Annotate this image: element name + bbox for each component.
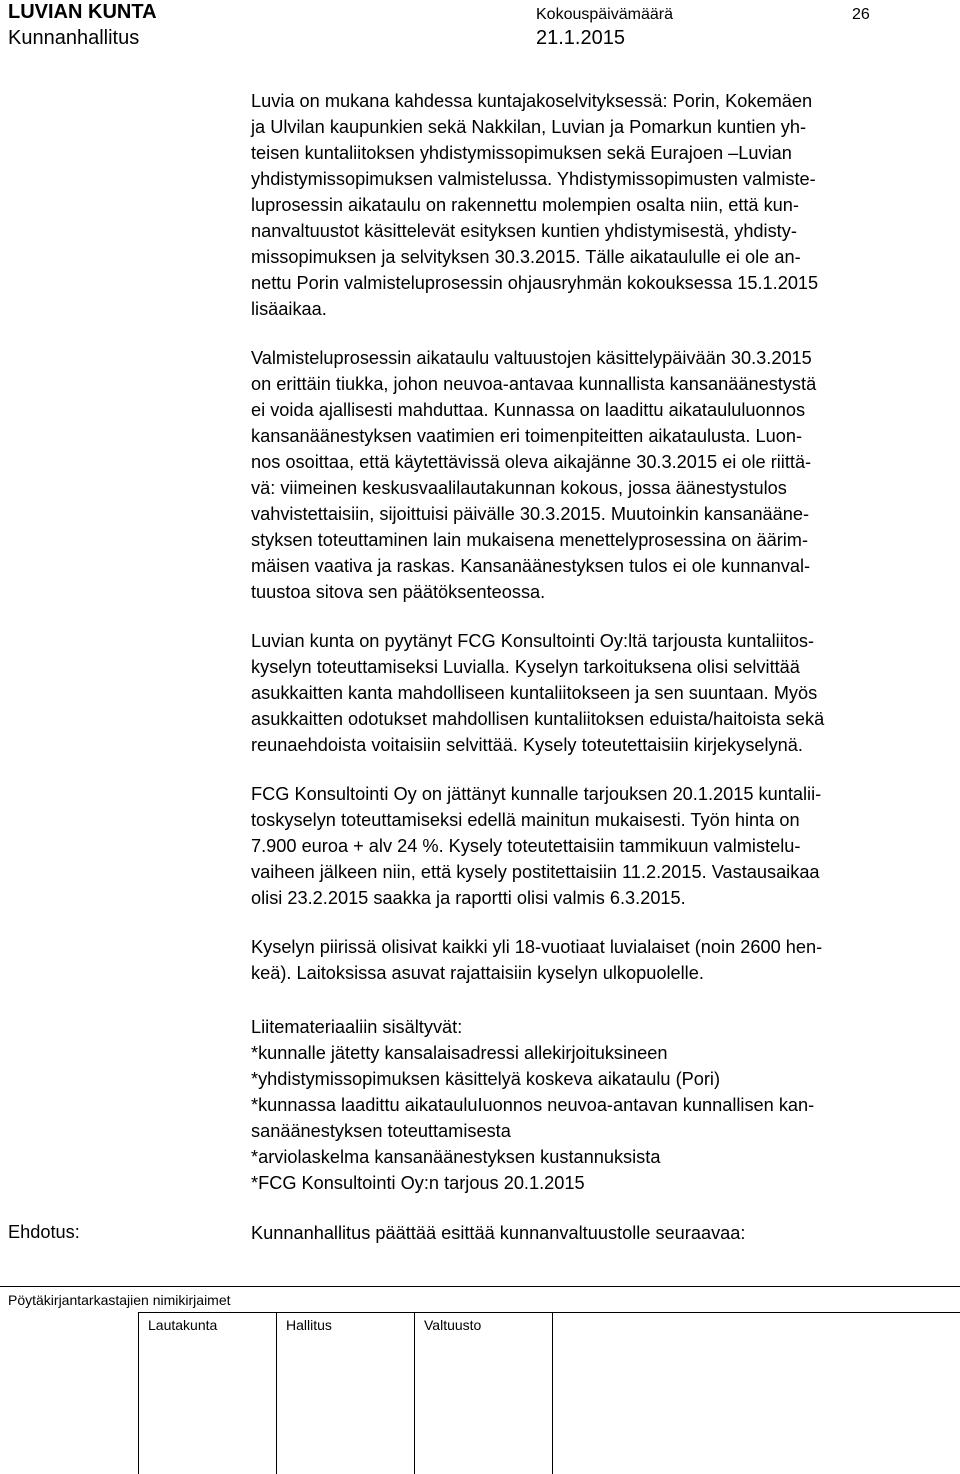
body-line: Valmisteluprosessin aikataulu valtuustojen käsittelypäivään 30.3.2015	[251, 348, 812, 368]
body-line: lisäaikaa.	[251, 299, 327, 319]
body-line: *kunnalle jätetty kansalaisadressi allekirjoituksineen	[251, 1043, 668, 1063]
board-name: Kunnanhallitus	[8, 27, 140, 49]
body-line: vahvistettaisiin, sijoittuisi päivälle 30.3.2015. Muutoinkin kansanääne-	[251, 504, 810, 524]
body-line: keä). Laitoksissa asuvat rajattaisiin kyselyn ulkopuolelle.	[251, 963, 704, 983]
body-line: nettu Porin valmisteluprosessin ohjausryhmän kokouksessa 15.1.2015	[251, 273, 819, 293]
body-line: kyselyn toteuttamiseksi Luvialla. Kyselyn tarkoituksena olisi selvittää	[251, 657, 800, 677]
body-line: Luvian kunta on pyytänyt FCG Konsultointi Oy:ltä tarjousta kuntaliitos-	[251, 631, 815, 651]
proposal-text: Kunnanhallitus päättää esittää kunnanvaltuustolle seuraavaa:	[251, 1223, 746, 1243]
body-line: sanäänestyksen toteuttamisesta	[251, 1121, 511, 1141]
meeting-date: 21.1.2015	[536, 27, 625, 49]
organization-name: LUVIAN KUNTA	[8, 1, 157, 23]
body-line: *yhdistymissopimuksen käsittelyä koskeva aikataulu (Pori)	[251, 1069, 721, 1089]
body-line: styksen toteuttaminen lain mukaisena menettelyprosessina on äärim-	[251, 530, 809, 550]
body-line: toskyselyn toteuttamiseksi edellä mainitun mukaisesti. Työn hinta on	[251, 810, 800, 830]
meeting-date-label: Kokouspäivämäärä	[536, 6, 673, 23]
footer-row-divider	[138, 1312, 960, 1313]
body-line: luprosessin aikataulu on rakennettu molempien osalta niin, että kun-	[251, 195, 799, 215]
footer-column-lautakunta: Lautakunta	[148, 1317, 218, 1333]
body-line: nanvaltuustot käsittelevät esityksen kuntien yhdistymisestä, yhdisty-	[251, 221, 797, 241]
body-line: Kyselyn piirissä olisivat kaikki yli 18-vuotiaat luvialaiset (noin 2600 hen-	[251, 937, 823, 957]
body-line: kansanäänestyksen vaatimien eri toimenpiteitten aikataulusta. Luon-	[251, 426, 803, 446]
body-line: Luvia on mukana kahdessa kuntajakoselvityksessä: Porin, Kokemäen	[251, 91, 813, 111]
body-line: *arviolaskelma kansanäänestyksen kustannuksista	[251, 1147, 661, 1167]
footer-cell-divider	[414, 1312, 415, 1474]
body-line: FCG Konsultointi Oy on jättänyt kunnalle tarjouksen 20.1.2015 kuntalii-	[251, 784, 822, 804]
body-line: nos osoittaa, että käytettävissä oleva aikajänne 30.3.2015 ei ole riittä-	[251, 452, 812, 472]
body-line: 7.900 euroa + alv 24 %. Kysely toteutettaisiin tammikuun valmistelu-	[251, 836, 801, 856]
body-line: yhdistymissopimuksen valmistelussa. Yhdistymissopimusten valmiste-	[251, 169, 816, 189]
body-line: asukkaitten odotukset mahdollisen kuntaliitoksen eduista/haitoista sekä	[251, 709, 825, 729]
proposal-label: Ehdotus:	[8, 1222, 80, 1242]
footer-divider	[0, 1286, 960, 1287]
body-line: asukkaitten kanta mahdolliseen kuntaliitokseen ja sen suuntaan. Myös	[251, 683, 818, 703]
body-line: ei voida ajallisesti mahduttaa. Kunnassa on laadittu aikataululuonnos	[251, 400, 806, 420]
body-line: reunaehdoista voitaisiin selvittää. Kysely toteutettaisiin kirjekyselynä.	[251, 735, 803, 755]
page-number: 26	[852, 6, 870, 23]
footer-cell-divider	[276, 1312, 277, 1474]
footer-column-valtuusto: Valtuusto	[424, 1317, 482, 1333]
body-line: olisi 23.2.2015 saakka ja raportti olisi valmis 6.3.2015.	[251, 888, 686, 908]
body-line: mäisen vaativa ja raskas. Kansanäänestyksen tulos ei ole kunnanval-	[251, 556, 811, 576]
body-line: vä: viimeinen keskusvaalilautakunnan kokous, jossa äänestystulos	[251, 478, 787, 498]
body-line: missopimuksen ja selvityksen 30.3.2015. Tälle aikataululle ei ole an-	[251, 247, 801, 267]
footer-label: Pöytäkirjantarkastajien nimikirjaimet	[8, 1292, 231, 1308]
body-line: vaiheen jälkeen niin, että kysely postitettaisiin 11.2.2015. Vastausaikaa	[251, 862, 820, 882]
body-line: *FCG Konsultointi Oy:n tarjous 20.1.2015	[251, 1173, 585, 1193]
body-line: *kunnassa laadittu aikatauluIuonnos neuvoa-antavan kunnallisen kan-	[251, 1095, 815, 1115]
footer-column-hallitus: Hallitus	[286, 1317, 332, 1333]
footer-cell-divider	[138, 1312, 139, 1474]
body-line: Liitemateriaaliin sisältyvät:	[251, 1017, 463, 1037]
body-line: teisen kuntaliitoksen yhdistymissopimuksen sekä Eurajoen –Luvian	[251, 143, 792, 163]
body-line: tuustoa sitova sen päätöksenteossa.	[251, 582, 546, 602]
footer-cell-divider	[552, 1312, 553, 1474]
body-line: on erittäin tiukka, johon neuvoa-antavaa kunnallista kansanäänestystä	[251, 374, 817, 394]
body-line: ja Ulvilan kaupunkien sekä Nakkilan, Luvian ja Pomarkun kuntien yh-	[251, 117, 807, 137]
